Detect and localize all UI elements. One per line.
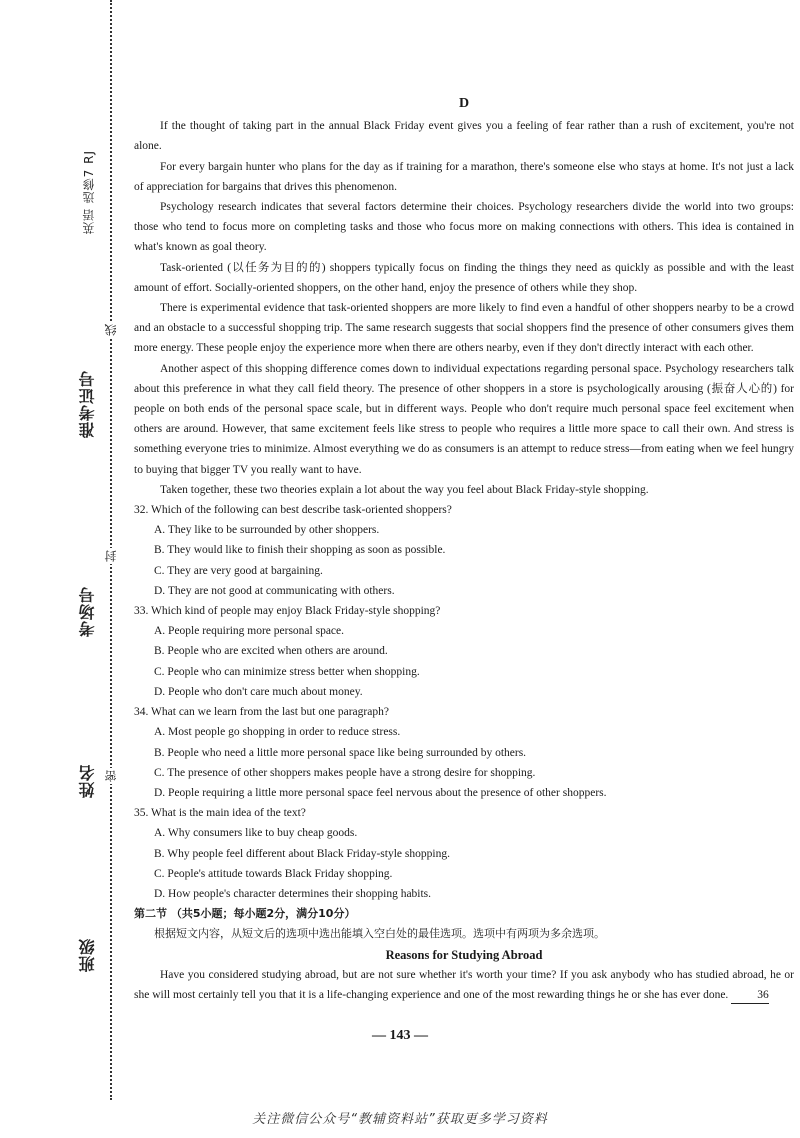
section-2-instruction: 根据短文内容，从短文后的选项中选出能填入空白处的最佳选项。选项中有两项为多余选项。 [154, 927, 605, 941]
sidebar-name-label: 姓名 [78, 764, 97, 798]
question-34-option-c: C. The presence of other shoppers makes people have a strong desire for shopping. [154, 766, 536, 779]
sidebar-subject: 英语 选修7 RJ [82, 150, 96, 235]
question-35-option-c: C. People's attitude towards Black Friday shopping. [154, 867, 393, 880]
passage-paragraph: Psychology research indicates that several factors determine their choices. Psychology researchers divide the world into two groups: those who tend to focus more on completing tasks and those who focus more on making connections with others. This idea is contained in what's known as goal theory. [134, 201, 794, 254]
page-content [134, 94, 794, 1005]
sidebar-exam-room-label: 考场号 [78, 586, 97, 637]
passage-paragraph: Taken together, these two theories explain a lot about the way you feel about Black Friday-style shopping. [160, 483, 649, 496]
question-32-stem: 32. Which of the following can best describe task-oriented shoppers? [134, 504, 452, 517]
question-33-option-a: A. People requiring more personal space. [154, 625, 345, 638]
sidebar-admission-no-label: 准考证号 [78, 370, 97, 438]
question-32-option-a: A. They like to be surrounded by other shoppers. [154, 524, 380, 537]
passage-paragraph: There is experimental evidence that task-oriented shoppers are more likely to find even a handful of other shoppers nearby to be a crowd and an obstacle to a successful shopping trip. The same research suggests that social shoppers find the presence of other consumers gives them more energy. These people enjoy the experience more when there are others nearby, even if they don't directly interact with each other. [134, 302, 794, 355]
question-32-option-d: D. They are not good at communicating with others. [154, 584, 395, 597]
seal-char-seal: 封 [104, 550, 118, 562]
passage-paragraph: Task-oriented (以任务为目的的) shoppers typically focus on finding the things they need as quickly as possible and with the least amount of effort. Socially-oriented shoppers, on the other hand, enjoy the presence of others while they shop. [134, 261, 794, 294]
question-35-stem: 35. What is the main idea of the text? [134, 807, 306, 820]
passage-paragraph: If the thought of taking part in the annual Black Friday event gives you a feeling of fear rather than a rush of excitement, you're not alone. [134, 120, 794, 153]
seal-char-line: 线 [104, 324, 118, 336]
question-35-option-a: A. Why consumers like to buy cheap goods. [154, 827, 358, 840]
question-33-option-d: D. People who don't care much about money. [154, 685, 363, 698]
section-2-paragraph [134, 965, 794, 1005]
question-33-option-c: C. People who can minimize stress better when shopping. [154, 665, 420, 678]
page-number: — 143 — [372, 1028, 428, 1043]
question-33-option-b: B. People who are excited when others are around. [154, 645, 388, 658]
passage-paragraph: Another aspect of this shopping difference comes down to individual expectations regarding personal space. Psychology researchers talk about this preference in what they call field theory. The presence of other shoppers in a store is psychologically arousing (振奋人心的) for people on both ends of the personal space scale, but in different ways. People who don't require much personal space feel excitement when others are around. However, that same excitement feels like stress to people who requires a little more space to call their own. And stress is something everyone tries to minimize. Almost everything we do as consumers is an attempt to reduce stress—from eating when we feel hungry to buying that bigger TV you really want to have. [134, 362, 794, 476]
passage-paragraph: For every bargain hunter who plans for the day as if training for a marathon, there's someone else who stays at home. It's not just a lack of appreciation for bargains that drives this phenomenon. [134, 160, 794, 193]
question-32-option-b: B. They would like to finish their shopping as soon as possible. [154, 544, 446, 557]
seal-char-secret: 密 [104, 770, 118, 782]
footer-note: 关注微信公众号“教辅资料站”获取更多学习资料 [252, 1112, 548, 1127]
passage-title: D [458, 96, 470, 111]
question-35-option-b: B. Why people feel different about Black Friday-style shopping. [154, 847, 450, 860]
question-35-option-d: D. How people's character determines their shopping habits. [154, 887, 432, 900]
question-34-option-b: B. People who need a little more personal space like being surrounded by others. [154, 746, 527, 759]
question-34-option-d: D. People requiring a little more personal space feel nervous about the presence of other shoppers. [154, 786, 607, 799]
blank-36: 36 [731, 987, 769, 1004]
question-32-option-c: C. They are very good at bargaining. [154, 564, 323, 577]
question-33-stem: 33. Which kind of people may enjoy Black Friday-style shopping? [134, 605, 441, 618]
section-2-paragraph-text: Have you considered studying abroad, but are not sure whether it's worth your time? If you ask anybody who has studied abroad, he or she will most certainly tell you that it is a life-changing experience and one of the most rewarding things he or she has ever done. [134, 968, 794, 1001]
section-2-title: Reasons for Studying Abroad [385, 947, 543, 962]
question-34-option-a: A. Most people go shopping in order to reduce stress. [154, 726, 401, 739]
question-34-stem: 34. What can we learn from the last but one paragraph? [134, 706, 389, 719]
sidebar-class-label: 班级 [78, 938, 97, 972]
section-2-heading: 第二节 （共5小题；每小题2分，满分10分） [134, 907, 356, 921]
